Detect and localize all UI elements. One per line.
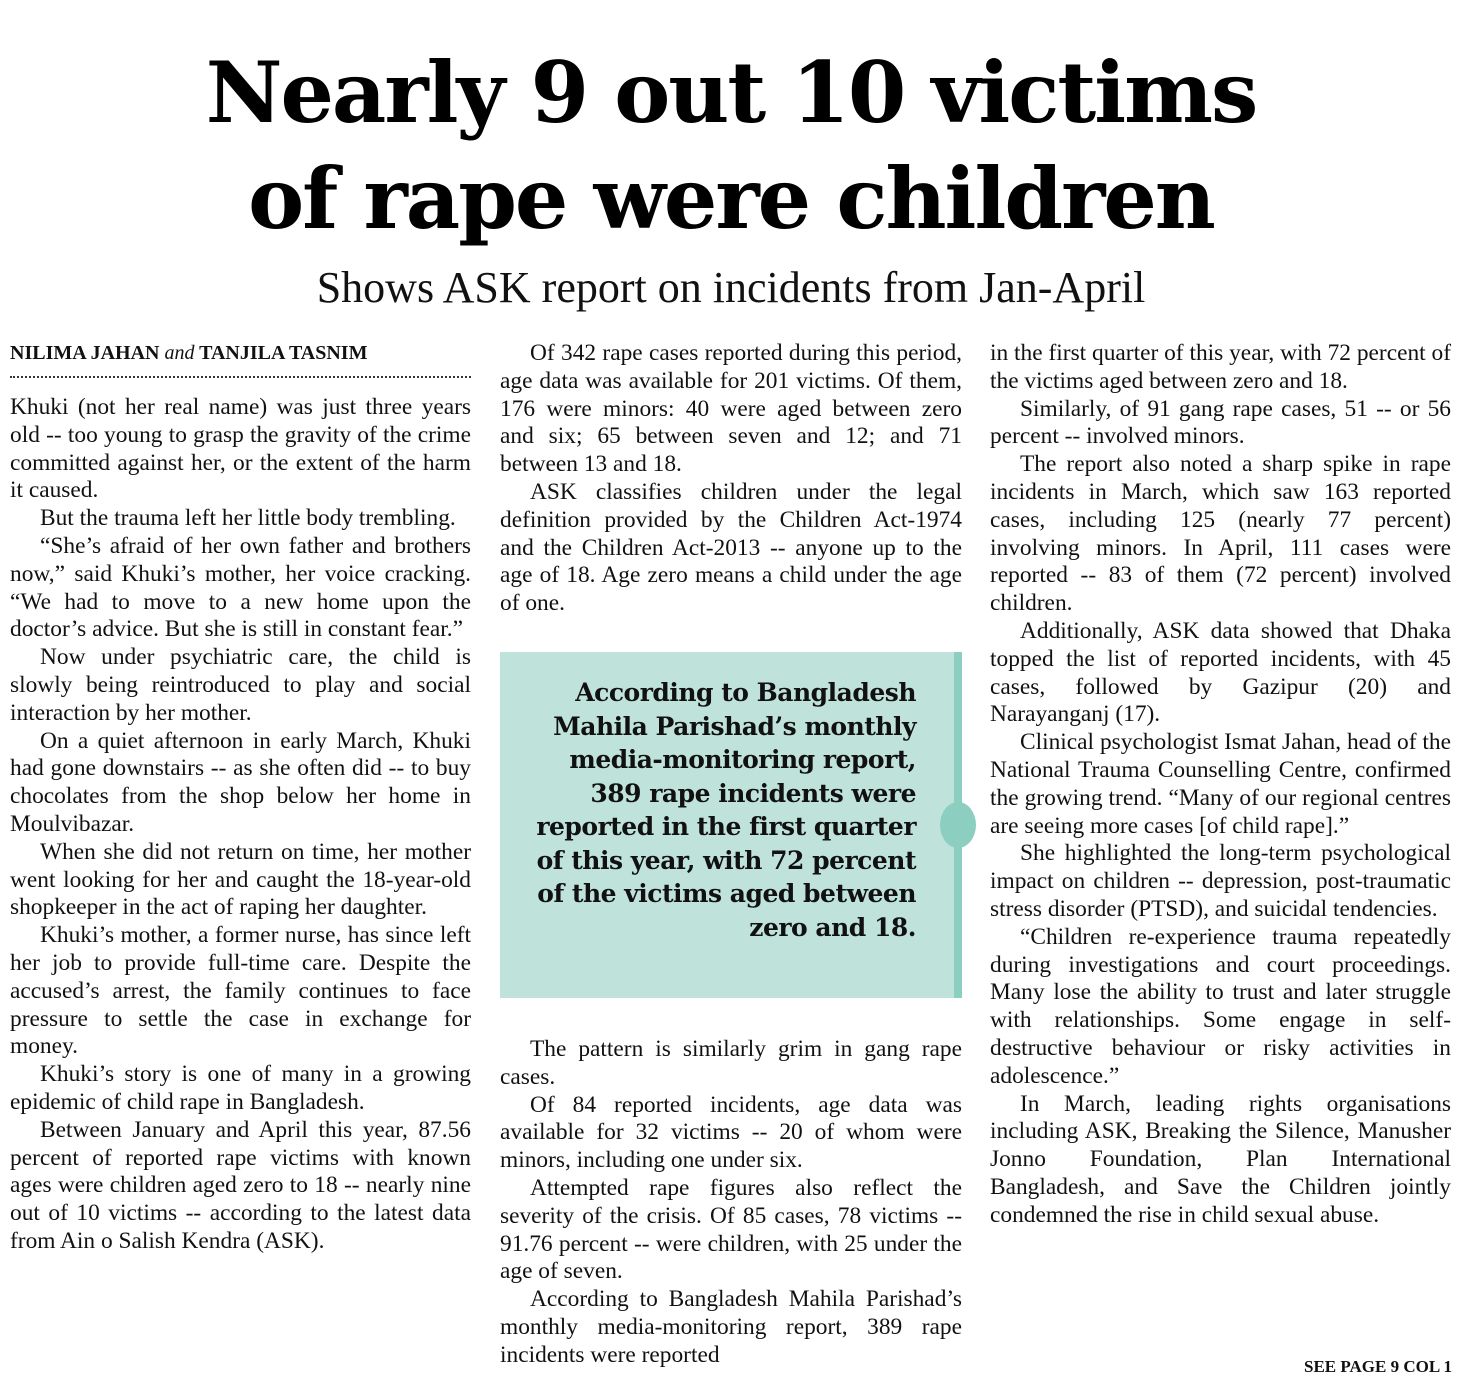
paragraph: Khuki’s mother, a former nurse, has since left her job to provide full-time care. Despite the accused’s arrest, the family continues to face pressure to settle the case in exchange for money.	[10, 922, 471, 1060]
byline-conjunction: and	[164, 342, 195, 364]
article-column-2-top	[500, 340, 962, 618]
pull-quote-tab-decoration	[940, 802, 976, 848]
paragraph: Of 342 rape cases reported during this period, age data was available for 201 victims. Of them, 176 were minors: 40 were aged between zero and six; 65 between seven and 12; and 71 between 13 and 18.	[500, 340, 962, 478]
paragraph: “Children re-experience trauma repeatedly during investigations and court proceedings. Many lose the ability to trust and later struggle with relationships. Some engage in self-destructive behaviour or risky activities in adolescence.”	[990, 923, 1451, 1089]
byline-dotted-divider	[10, 376, 471, 378]
article-column-3	[990, 340, 1451, 1230]
deck-subheadline: Shows ASK report on incidents from Jan-April	[316, 263, 1146, 312]
paragraph-continuation: in the first quarter of this year, with 72 percent of the victims aged between zero and 18.	[990, 340, 1451, 394]
paragraph: But the trauma left her little body trembling.	[40, 505, 456, 532]
paragraph: ASK classifies children under the legal definition provided by the Children Act-1974 and the Children Act-2013 -- anyone up to the age of 18. Age zero means a child under the age of one.	[500, 478, 962, 617]
paragraph: The pattern is similarly grim in gang rape cases.	[500, 1036, 962, 1090]
paragraph: Of 84 reported incidents, age data was available for 32 victims -- 20 of whom were minors, including one under six.	[500, 1091, 962, 1174]
paragraph: Khuki (not her real name) was just three years old -- too young to grasp the gravity of the crime committed against her, or the extent of the harm it caused.	[10, 394, 471, 504]
jump-line: SEE PAGE 9 COL 1	[1304, 1357, 1452, 1376]
headline-line-1: Nearly 9 out 10 victims	[205, 43, 1257, 142]
pull-quote-text: According to Bangladesh Mahila Parishad’s monthly media-monitoring report, 389 rape incidents were reported in the first quarter of this year, with 72 percent of the victims aged between zero and 18.	[536, 678, 916, 942]
paragraph: Attempted rape figures also reflect the severity of the crisis. Of 85 cases, 78 victims -- 91.76 percent -- were children, with 25 under the age of seven.	[500, 1174, 962, 1285]
headline-line-2: of rape were children	[248, 149, 1214, 248]
paragraph: Khuki’s story is one of many in a growing epidemic of child rape in Bangladesh.	[10, 1061, 471, 1115]
byline-author-1: NILIMA JAHAN	[10, 342, 160, 364]
paragraph: Between January and April this year, 87.56 percent of reported rape victims with known ages were children aged zero to 18 -- nearly nine out of 10 victims -- according to the latest data from Ain o Salish Kendra (ASK).	[10, 1116, 471, 1254]
byline-author-2: TANJILA TASNIM	[199, 342, 368, 364]
paragraph: “She’s afraid of her own father and brothers now,” said Khuki’s mother, her voice cracking. “We had to move to a new home upon the doctor’s advice. But she is still in constant fear.”	[10, 532, 471, 643]
paragraph: When she did not return on time, her mother went looking for her and caught the 18-year-old shopkeeper in the act of raping her daughter.	[10, 838, 471, 921]
paragraph: Clinical psychologist Ismat Jahan, head of the National Trauma Counselling Centre, confirmed the growing trend. “Many of our regional centres are seeing more cases [of child rape].”	[990, 729, 1451, 839]
paragraph: Now under psychiatric care, the child is slowly being reintroduced to play and social interaction by her mother.	[10, 644, 471, 726]
paragraph: In March, leading rights organisations including ASK, Breaking the Silence, Manusher Jonno Foundation, Plan International Bangladesh, and Save the Children jointly condemned the rise in child sexual abuse.	[990, 1090, 1451, 1228]
paragraph: Similarly, of 91 gang rape cases, 51 -- or 56 percent -- involved minors.	[990, 395, 1451, 450]
byline	[10, 340, 471, 366]
article-column-2-bottom	[500, 1036, 962, 1370]
paragraph: On a quiet afternoon in early March, Khuki had gone downstairs -- as she often did -- to buy chocolates from the shop below her home in Moulvibazar.	[10, 727, 471, 837]
headline	[0, 40, 1462, 252]
paragraph: According to Bangladesh Mahila Parishad’s monthly media-monitoring report, 389 rape incidents were reported	[500, 1286, 962, 1368]
paragraph: She highlighted the long-term psychological impact on children -- depression, post-traumatic stress disorder (PTSD), and suicidal tendencies.	[990, 840, 1451, 922]
paragraph: Additionally, ASK data showed that Dhaka topped the list of reported incidents, with 45 cases, followed by Gazipur (20) and Narayanganj (17).	[990, 617, 1451, 728]
article-column-1	[10, 394, 471, 1256]
paragraph: The report also noted a sharp spike in rape incidents in March, which saw 163 reported cases, including 125 (nearly 77 percent) involving minors. In April, 111 cases were reported -- 83 of them (72 percent) involved children.	[990, 451, 1451, 617]
